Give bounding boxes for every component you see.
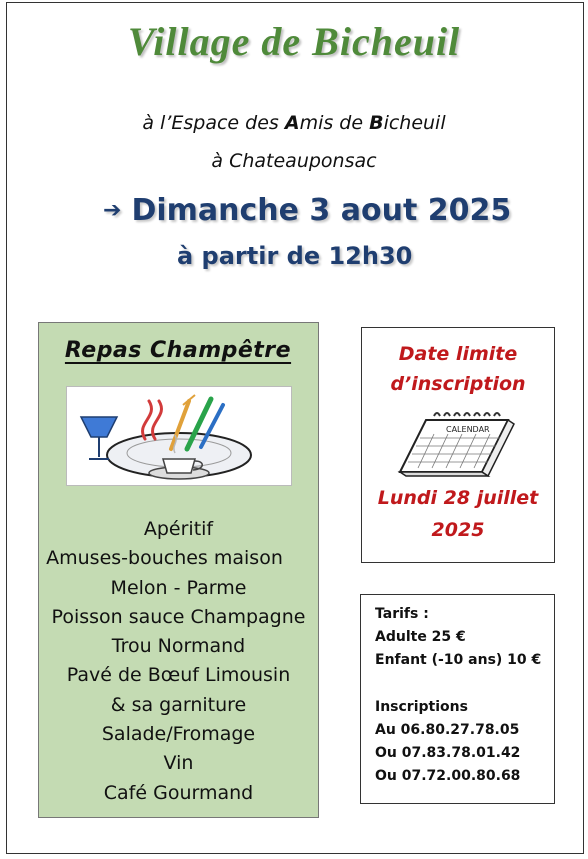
menu-list (38, 515, 319, 808)
inscriptions-heading: Inscriptions (375, 698, 468, 715)
menu-item: Vin (163, 752, 194, 775)
tarif-child: Enfant (-10 ans) 10 € (375, 652, 542, 669)
table-setting-illustration (66, 386, 292, 486)
phone-number: Au 06.80.27.78.05 (375, 722, 520, 738)
menu-item: Melon - Parme (110, 576, 247, 599)
menu-item: Trou Normand (111, 635, 246, 658)
tarifs-text (375, 603, 555, 789)
spacer (375, 673, 555, 696)
venue-prefix: à l’Espace des (142, 112, 285, 134)
page-title: Village de Bicheuil (127, 19, 461, 64)
menu-item: Apéritif (143, 518, 214, 540)
deadline-title-line2: d’inscription (390, 373, 526, 395)
tarifs-heading: Tarifs : (375, 606, 429, 622)
menu-item: & sa garniture (110, 693, 247, 716)
menu-item: Café Gourmand (103, 781, 254, 804)
menu-item: Pavé de Bœuf Limousin (66, 664, 291, 687)
deadline-date-line2: 2025 (431, 519, 485, 541)
event-time: à partir de 12h30 (177, 242, 413, 270)
event-date (103, 193, 511, 228)
event-date-text: Dimanche 3 aout 2025 (131, 193, 512, 228)
venue-end: icheuil (383, 112, 446, 134)
calendar-word: CALENDAR (446, 425, 490, 434)
venue-letter-a: A (284, 112, 300, 134)
venue-mid: mis de (299, 112, 370, 134)
menu-item: Salade/Fromage (101, 723, 256, 746)
phone-number: Ou 07.72.00.80.68 (375, 768, 521, 785)
town-line: à Chateauponsac (211, 150, 377, 172)
tarif-adult: Adulte 25 € (375, 629, 466, 646)
venue-letter-b: B (369, 112, 384, 134)
deadline-date-line1: Lundi 28 juillet (377, 487, 539, 509)
deadline-title (361, 339, 555, 399)
menu-item: Poisson sauce Champagne (51, 605, 306, 628)
deadline-date (361, 482, 555, 546)
calendar-icon (378, 402, 538, 482)
menu-item: Amuses-bouches maison (46, 547, 283, 570)
deadline-title-line1: Date limite (398, 343, 518, 365)
menu-title: Repas Champêtre (64, 338, 292, 363)
venue-line (0, 112, 588, 134)
phone-number: Ou 07.83.78.01.42 (375, 745, 521, 762)
arrow-icon: ➔ (103, 198, 122, 223)
